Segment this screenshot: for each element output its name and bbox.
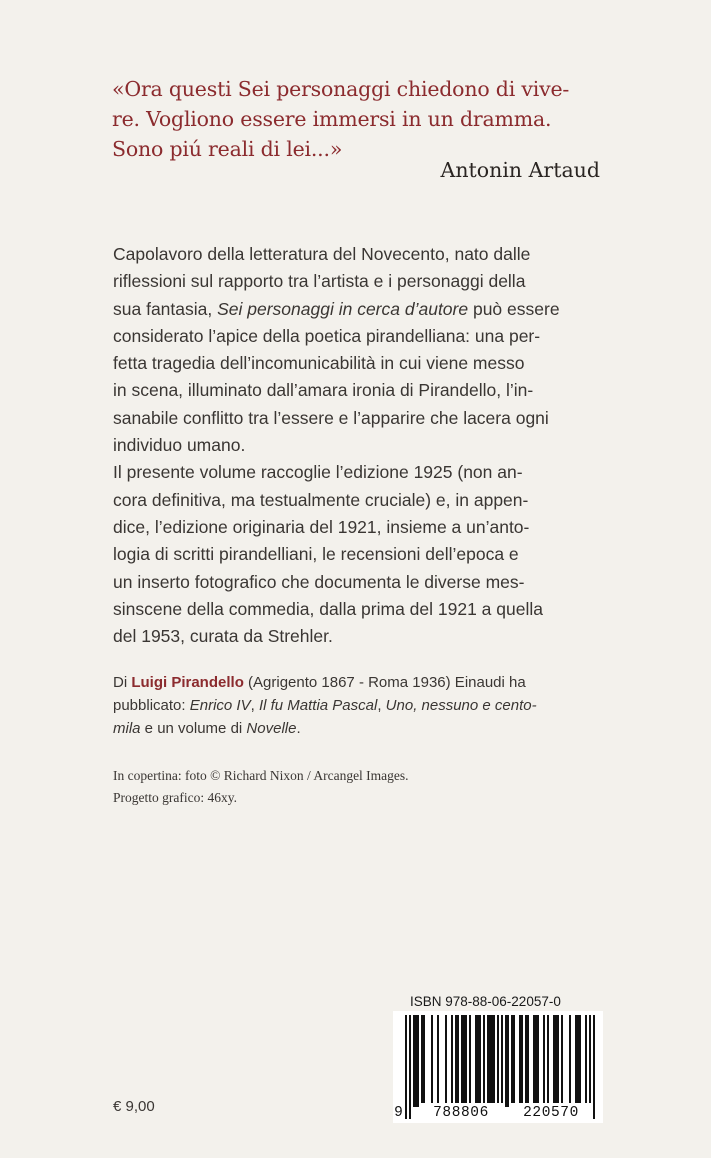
barcode-bar — [477, 1015, 479, 1107]
barcode-left-digits: 788806 — [419, 1103, 503, 1123]
description-line: fetta tragedia dell’incomunicabilità in cui viene messo — [113, 353, 525, 374]
author-name: Luigi Pirandello — [131, 674, 244, 691]
back-cover-quote — [112, 74, 602, 164]
barcode-bar — [561, 1015, 563, 1107]
barcode-bar — [511, 1015, 513, 1107]
book-description — [113, 241, 560, 650]
barcode-bar — [507, 1015, 509, 1107]
quote-line: «Ora questi Sei personaggi chiedono di vive- — [112, 77, 570, 101]
barcode-bar — [505, 1015, 507, 1107]
barcode-guard-bar — [405, 1015, 407, 1119]
author-note-line: pubblicato: Enrico IV, Il fu Mattia Pascal, Uno, nessuno e cento- — [113, 697, 537, 714]
description-line: cora definitiva, ma testualmente cruciale) e, in appen- — [113, 489, 529, 510]
barcode-bar — [521, 1015, 523, 1107]
barcode-bar — [445, 1015, 447, 1107]
barcode-first-digit: 9 — [394, 1105, 403, 1121]
description-line: considerato l’apice della poetica pirandelliana: una per- — [113, 325, 541, 346]
barcode-bar — [455, 1015, 457, 1107]
description-line: un inserto fotografico che documenta le diverse mes- — [113, 571, 525, 592]
barcode-bar — [577, 1015, 579, 1107]
barcode-bar — [483, 1015, 485, 1107]
author-note-line: mila e un volume di Novelle. — [113, 720, 301, 737]
quote-attribution: Antonin Artaud — [440, 158, 600, 182]
barcode-bar — [533, 1015, 535, 1107]
quote-line: Sono piú reali di lei...» — [112, 137, 343, 161]
quote-line: re. Vogliono essere immersi in un dramma. — [112, 107, 552, 131]
barcode-bar — [413, 1015, 415, 1107]
description-line: logia di scritti pirandelliani, le recensioni dell’epoca e — [113, 544, 519, 565]
barcode-bar — [525, 1015, 527, 1107]
barcode-bar — [461, 1015, 463, 1107]
barcode-bar — [491, 1015, 493, 1107]
barcode-bar — [457, 1015, 459, 1107]
barcode-guard-bar — [593, 1015, 595, 1119]
isbn-label: ISBN 978-88-06-22057-0 — [410, 994, 561, 1009]
italic-title: mila — [113, 720, 141, 737]
barcode-bar — [421, 1015, 423, 1107]
barcode-bar — [487, 1015, 489, 1107]
barcode-bar — [513, 1015, 515, 1107]
description-line: sanabile conflitto tra l’essere e l’apparire che lacera ogni — [113, 407, 549, 428]
credits-line: Progetto grafico: 46xy. — [113, 790, 237, 805]
barcode-bar — [451, 1015, 453, 1107]
description-line: in scena, illuminato dall’amara ironia di Pirandello, l’in- — [113, 380, 534, 401]
barcode-bar — [415, 1015, 417, 1107]
cover-credits — [113, 765, 409, 809]
barcode-bar — [519, 1015, 521, 1107]
barcode-bar — [475, 1015, 477, 1107]
barcode-bar — [493, 1015, 495, 1107]
italic-title: Uno, nessuno e cento- — [385, 697, 537, 714]
barcode-bar — [543, 1015, 545, 1107]
barcode-bar — [431, 1015, 433, 1107]
description-line: sinscene della commedia, dalla prima del 1921 a quella — [113, 598, 543, 619]
barcode-bar — [557, 1015, 559, 1107]
italic-title: Novelle — [246, 720, 297, 737]
description-line: del 1953, curata da Strehler. — [113, 626, 333, 647]
barcode-bar — [437, 1015, 439, 1107]
barcode-bar — [569, 1015, 571, 1107]
italic-title: Il fu Mattia Pascal — [258, 697, 378, 714]
barcode-bar — [527, 1015, 529, 1107]
description-line: Capolavoro della letteratura del Novecento, nato dalle — [113, 244, 531, 264]
barcode-guard-bar — [409, 1015, 411, 1119]
barcode-bar — [579, 1015, 581, 1107]
barcode-bar — [553, 1015, 555, 1107]
barcode-right-digits: 220570 — [509, 1103, 593, 1123]
description-line: riflessioni sul rapporto tra l’artista e i personaggi della — [113, 271, 526, 292]
italic-title: Enrico IV — [189, 697, 251, 714]
credits-line: In copertina: foto © Richard Nixon / Arcangel Images. — [113, 768, 409, 783]
author-note — [113, 671, 537, 740]
barcode-bar — [585, 1015, 587, 1107]
description-line: dice, l’edizione originaria del 1921, insieme a un’anto- — [113, 516, 530, 537]
italic-title: Sei personaggi in cerca d’autore — [217, 298, 469, 319]
barcode-bar — [463, 1015, 465, 1107]
barcode-bar — [479, 1015, 481, 1107]
description-line: individuo umano. — [113, 435, 246, 456]
price-label: € 9,00 — [113, 1098, 155, 1115]
barcode-bar — [547, 1015, 549, 1107]
barcode-bar — [535, 1015, 537, 1107]
description-line: Il presente volume raccoglie l’edizione 1925 (non an- — [113, 462, 523, 483]
barcode-bar — [469, 1015, 471, 1107]
barcode-bar — [423, 1015, 425, 1107]
barcode-bar — [575, 1015, 577, 1107]
barcode-bar — [465, 1015, 467, 1107]
isbn-barcode — [393, 1011, 603, 1123]
barcode-bar — [417, 1015, 419, 1107]
barcode-bar — [555, 1015, 557, 1107]
description-line: sua fantasia, Sei personaggi in cerca d’autore può essere — [113, 298, 560, 319]
author-note-line: Di Luigi Pirandello (Agrigento 1867 - Roma 1936) Einaudi ha — [113, 674, 526, 691]
barcode-bar — [537, 1015, 539, 1107]
barcode-bar — [489, 1015, 491, 1107]
